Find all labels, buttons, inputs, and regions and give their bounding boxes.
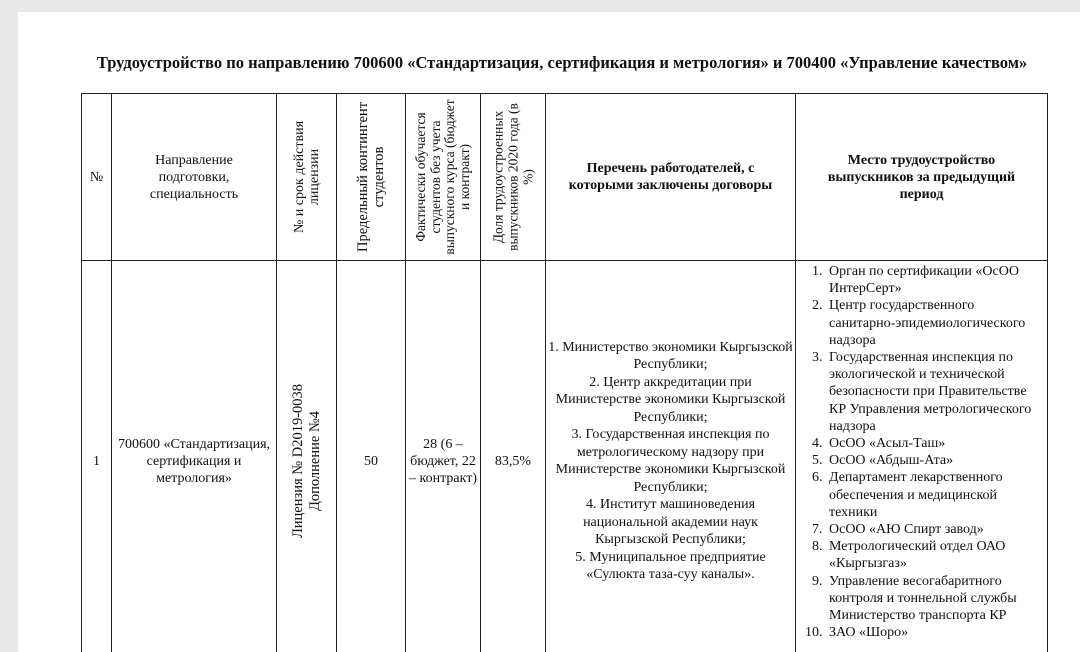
list-item: 5. ОсОО «Абдыш-Ата»: [826, 452, 1043, 469]
employer-item: 5. Муниципальное предприятие «Сулюкта таза-суу каналы».: [546, 549, 795, 584]
license-number: Лицензия № D2019-0038: [290, 311, 307, 611]
employer-item: 4. Институт машиноведения национальной академии наук Кыргызской Республики;: [546, 496, 795, 549]
list-item: 2. Центр государственного санитарно-эпидемиологического надзора: [826, 297, 1043, 349]
header-license: [277, 94, 337, 261]
header-contingent-text: Предельный контингент студентов: [355, 97, 387, 257]
header-number: №: [82, 94, 112, 261]
employer-item: 2. Центр аккредитации при Министерстве экономики Кыргызской Республики;: [546, 374, 795, 427]
employer-item: 1. Министерство экономики Кыргызской Республики;: [546, 339, 795, 374]
list-item: 10. ЗАО «Шоро»: [826, 624, 1043, 641]
list-item: 7. ОсОО «АЮ Спирт завод»: [826, 521, 1043, 538]
header-contingent: [337, 94, 406, 261]
row-actual: 28 (6 – бюджет, 22 – контракт): [406, 261, 481, 652]
row-number: 1: [82, 261, 112, 652]
header-actual: [406, 94, 481, 261]
header-row: [82, 94, 1048, 261]
header-actual-text: Фактически обучается студентов без учета выпускного курса (бюджет и контракт): [414, 96, 472, 258]
license-addendum: Дополнение №4: [307, 311, 324, 611]
row-share: 83,5%: [481, 261, 546, 652]
list-item: 8. Метрологический отдел ОАО «Кыргызгаз»: [826, 538, 1043, 572]
places-list: [796, 263, 1047, 641]
row-license: [277, 261, 337, 652]
list-item: 6. Департамент лекарственного обеспечения и медицинской техники: [826, 469, 1043, 521]
license-text: [290, 311, 324, 611]
row-contingent: 50: [337, 261, 406, 652]
list-item: 4. ОсОО «Асыл-Таш»: [826, 435, 1043, 452]
list-item: 3. Государственная инспекция по экологической и технической безопасности при Правительстве КР Управления метрологического надзора: [826, 349, 1043, 435]
row-employers: [546, 261, 796, 652]
header-license-text: № и срок действия лицензии: [292, 97, 322, 257]
list-item: 9. Управление весогабаритного контроля и тоннельной службы Министерство транспорта КР: [826, 573, 1043, 625]
header-share: [481, 94, 546, 261]
table-row: [82, 261, 1048, 652]
header-employers: Перечень работодателей, с которыми заключены договоры: [546, 94, 796, 261]
list-item: 1. Орган по сертификации «ОсОО ИнтерСерт»: [826, 263, 1043, 297]
document-page: [18, 12, 1080, 652]
row-direction: 700600 «Стандартизация, сертификация и метрология»: [112, 261, 277, 652]
header-places: Место трудоустройство выпускников за предыдущий период: [796, 94, 1048, 261]
row-places: [796, 261, 1048, 652]
header-direction: Направление подготовки, специальность: [112, 94, 277, 261]
employer-item: 3. Государственная инспекция по метрологическому надзору при Министерстве экономики Кыргызской Республики;: [546, 426, 795, 496]
header-share-text: Доля трудоустроенных выпускников 2020 года (в %): [491, 97, 536, 257]
employment-table: [81, 93, 1048, 652]
document-title: Трудоустройство по направлению 700600 «Стандартизация, сертификация и метрология» и 700400 «Управление качеством»: [82, 54, 1042, 72]
